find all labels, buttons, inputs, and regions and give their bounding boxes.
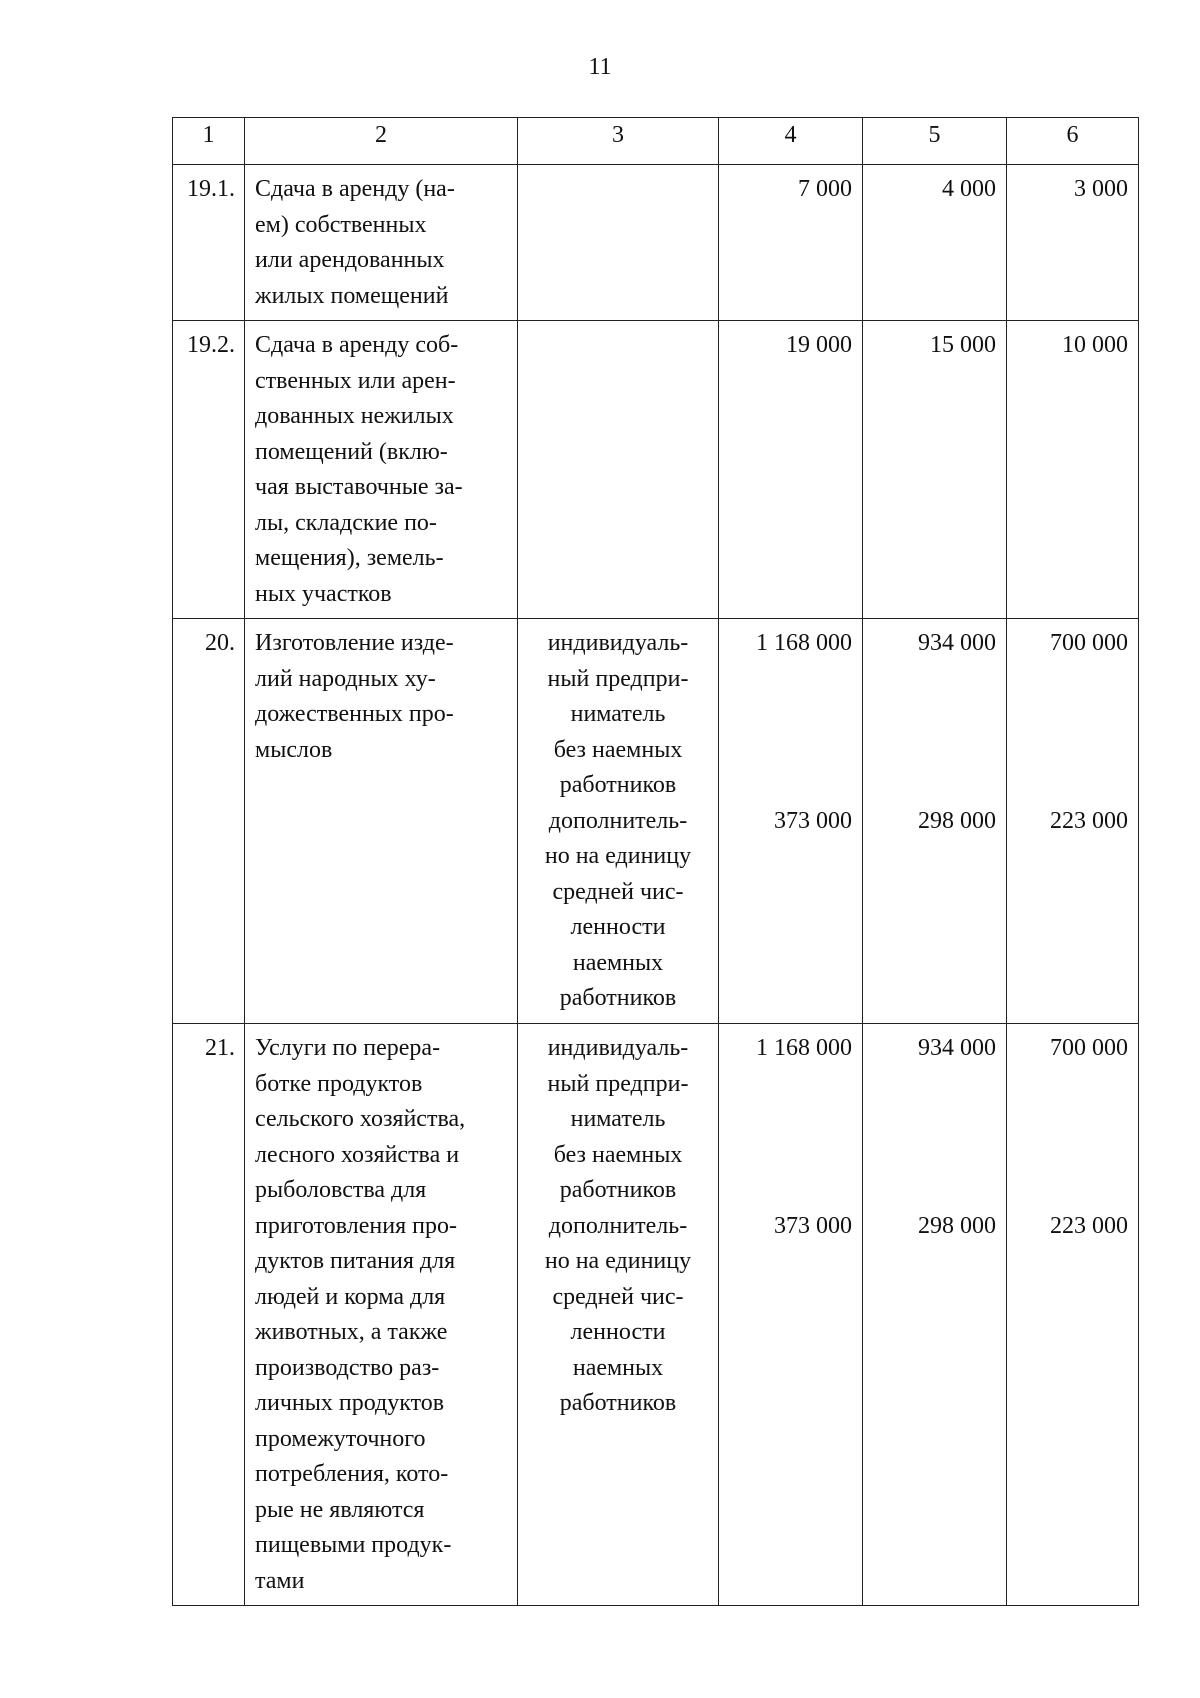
activity-name-line: сельского хозяйства, [255,1106,466,1132]
value-block [1007,626,1128,804]
row-number: 21. [205,1035,235,1061]
value-text: 373 000 [774,807,852,834]
value-block [1007,172,1128,208]
table-header [173,118,1139,165]
value-block [1007,1031,1128,1209]
header-cell-2: 2 [245,118,518,165]
table-row [173,165,1139,321]
category-line: работников [559,1390,677,1416]
activity-name-line: или арендованных [255,247,445,273]
category-line: средней чис- [552,878,684,905]
category-line: без наемных [553,736,683,763]
category-line: дополнитель- [548,1212,688,1239]
activity-name-line: лы, складские по- [255,509,437,536]
activity-name-line: ственных или арен- [255,367,456,394]
activity-name-line: дованных нежилых [255,403,454,429]
category-line: работников [559,1177,677,1203]
activity-name-line: чая выставочные за- [255,474,463,500]
category-line: ный предпри- [547,665,689,692]
header-cell-5: 5 [863,118,1007,165]
category-line: ленности [570,914,666,940]
value-block [1007,328,1128,364]
activity-name-line: ем) собственных [255,211,427,238]
row-number: 19.2. [187,332,235,358]
category-line: ленности [570,1319,666,1345]
category-cell [518,619,719,1024]
header-cell-3: 3 [518,118,719,165]
row-number: 20. [205,630,235,656]
category-line: индивидуаль- [547,1035,689,1061]
activity-name-line: рыболовства для [255,1177,427,1203]
activity-name-line: потребления, кото- [255,1461,449,1487]
activity-name-line: приготовления про- [255,1212,457,1239]
value-text: 373 000 [774,1212,852,1239]
row-number-cell [173,321,245,619]
row-number-cell [173,165,245,321]
value-text: 1 168 000 [756,1035,852,1061]
value-col5-cell [863,165,1007,321]
value-col5-cell [863,321,1007,619]
activity-name-line: ботке продуктов [255,1070,423,1097]
category-block [524,328,712,364]
activity-name-line: лий народных ху- [255,665,436,692]
category-line: работников [559,772,677,798]
value-text: 298 000 [918,1212,996,1239]
category-line: ниматель [570,1106,666,1132]
value-col4-cell [719,165,863,321]
page-number: 11 [588,54,612,80]
activity-name-line: производство раз- [255,1354,440,1381]
activity-name-line: тами [255,1567,305,1594]
activity-name-line: промежуточного [255,1425,426,1452]
activity-name-cell [245,619,518,1024]
activity-name-line: животных, а также [255,1319,448,1345]
header-cell-4: 4 [719,118,863,165]
tariff-table [172,117,1139,1606]
table-row [173,321,1139,619]
value-col4-cell [719,1024,863,1606]
activity-name-line: дуктов питания для [255,1248,456,1274]
value-text: 10 000 [1062,332,1128,358]
table-row [173,619,1139,1024]
category-line: работников [559,985,677,1011]
value-col5-cell [863,619,1007,1024]
row-number-cell [173,1024,245,1606]
activity-name-line: личных продуктов [255,1390,445,1416]
value-text: 298 000 [918,807,996,834]
category-line: наемных [572,949,664,976]
category-line: без наемных [553,1141,683,1168]
activity-name-cell [245,165,518,321]
value-text: 19 000 [786,332,852,358]
value-text: 934 000 [918,1035,996,1061]
activity-name-cell [245,321,518,619]
value-text: 223 000 [1050,1212,1128,1239]
value-block [863,328,996,364]
activity-name-line: Изготовление изде- [255,630,454,656]
value-col4-cell [719,321,863,619]
value-text: 223 000 [1050,807,1128,834]
activity-name-line: пищевыми продук- [255,1532,452,1558]
activity-name-line: Сдача в аренду (на- [255,176,455,202]
value-block [1007,1209,1128,1422]
category-cell [518,165,719,321]
category-line: но на единицу [544,843,692,869]
category-cell [518,321,719,619]
category-block [524,804,712,1017]
category-cell [518,1024,719,1606]
value-text: 700 000 [1050,1035,1128,1061]
value-col6-cell [1007,619,1139,1024]
row-number-cell [173,619,245,1024]
value-block [863,626,996,804]
value-block [719,172,852,208]
activity-name-line: мыслов [255,736,333,763]
value-text: 3 000 [1074,176,1128,202]
activity-name-line: лесного хозяйства и [255,1141,460,1168]
value-text: 7 000 [798,176,852,202]
value-text: 15 000 [930,332,996,358]
value-text: 1 168 000 [756,630,852,656]
category-line: но на единицу [544,1248,692,1274]
category-line: дополнитель- [548,807,688,834]
category-block [524,1031,712,1209]
value-block [719,1031,852,1209]
category-line: ниматель [570,701,666,727]
category-line: индивидуаль- [547,630,689,656]
value-block [863,804,996,1017]
value-block [719,804,852,1017]
value-col6-cell [1007,1024,1139,1606]
value-text: 700 000 [1050,630,1128,656]
header-cell-6: 6 [1007,118,1139,165]
activity-name-line: дожественных про- [255,701,454,727]
value-block [1007,804,1128,1017]
category-block [524,626,712,804]
activity-name-line: людей и корма для [255,1283,446,1310]
activity-name-line: мещения), земель- [255,545,444,571]
activity-name-line: помещений (вклю- [255,438,448,465]
activity-name-cell [245,1024,518,1606]
category-block [524,1209,712,1422]
value-block [863,1209,996,1422]
value-block [719,328,852,364]
value-block [719,626,852,804]
category-line: ный предпри- [547,1070,689,1097]
activity-name-line: Услуги по перера- [255,1035,441,1061]
value-text: 4 000 [942,176,996,202]
value-block [863,1031,996,1209]
header-row [173,118,1139,165]
category-line: средней чис- [552,1283,684,1310]
value-col6-cell [1007,165,1139,321]
table-body [173,165,1139,1606]
activity-name-line: ных участков [255,580,392,607]
value-block [863,172,996,208]
value-text: 934 000 [918,630,996,656]
value-col4-cell [719,619,863,1024]
value-block [719,1209,852,1422]
category-line: наемных [572,1354,664,1381]
activity-name-line: рые не являются [255,1496,425,1523]
category-block [524,172,712,208]
table-row [173,1024,1139,1606]
row-number: 19.1. [187,176,235,202]
value-col6-cell [1007,321,1139,619]
header-cell-1: 1 [173,118,245,165]
activity-name-line: жилых помещений [255,282,449,309]
activity-name-line: Сдача в аренду соб- [255,332,459,358]
value-col5-cell [863,1024,1007,1606]
